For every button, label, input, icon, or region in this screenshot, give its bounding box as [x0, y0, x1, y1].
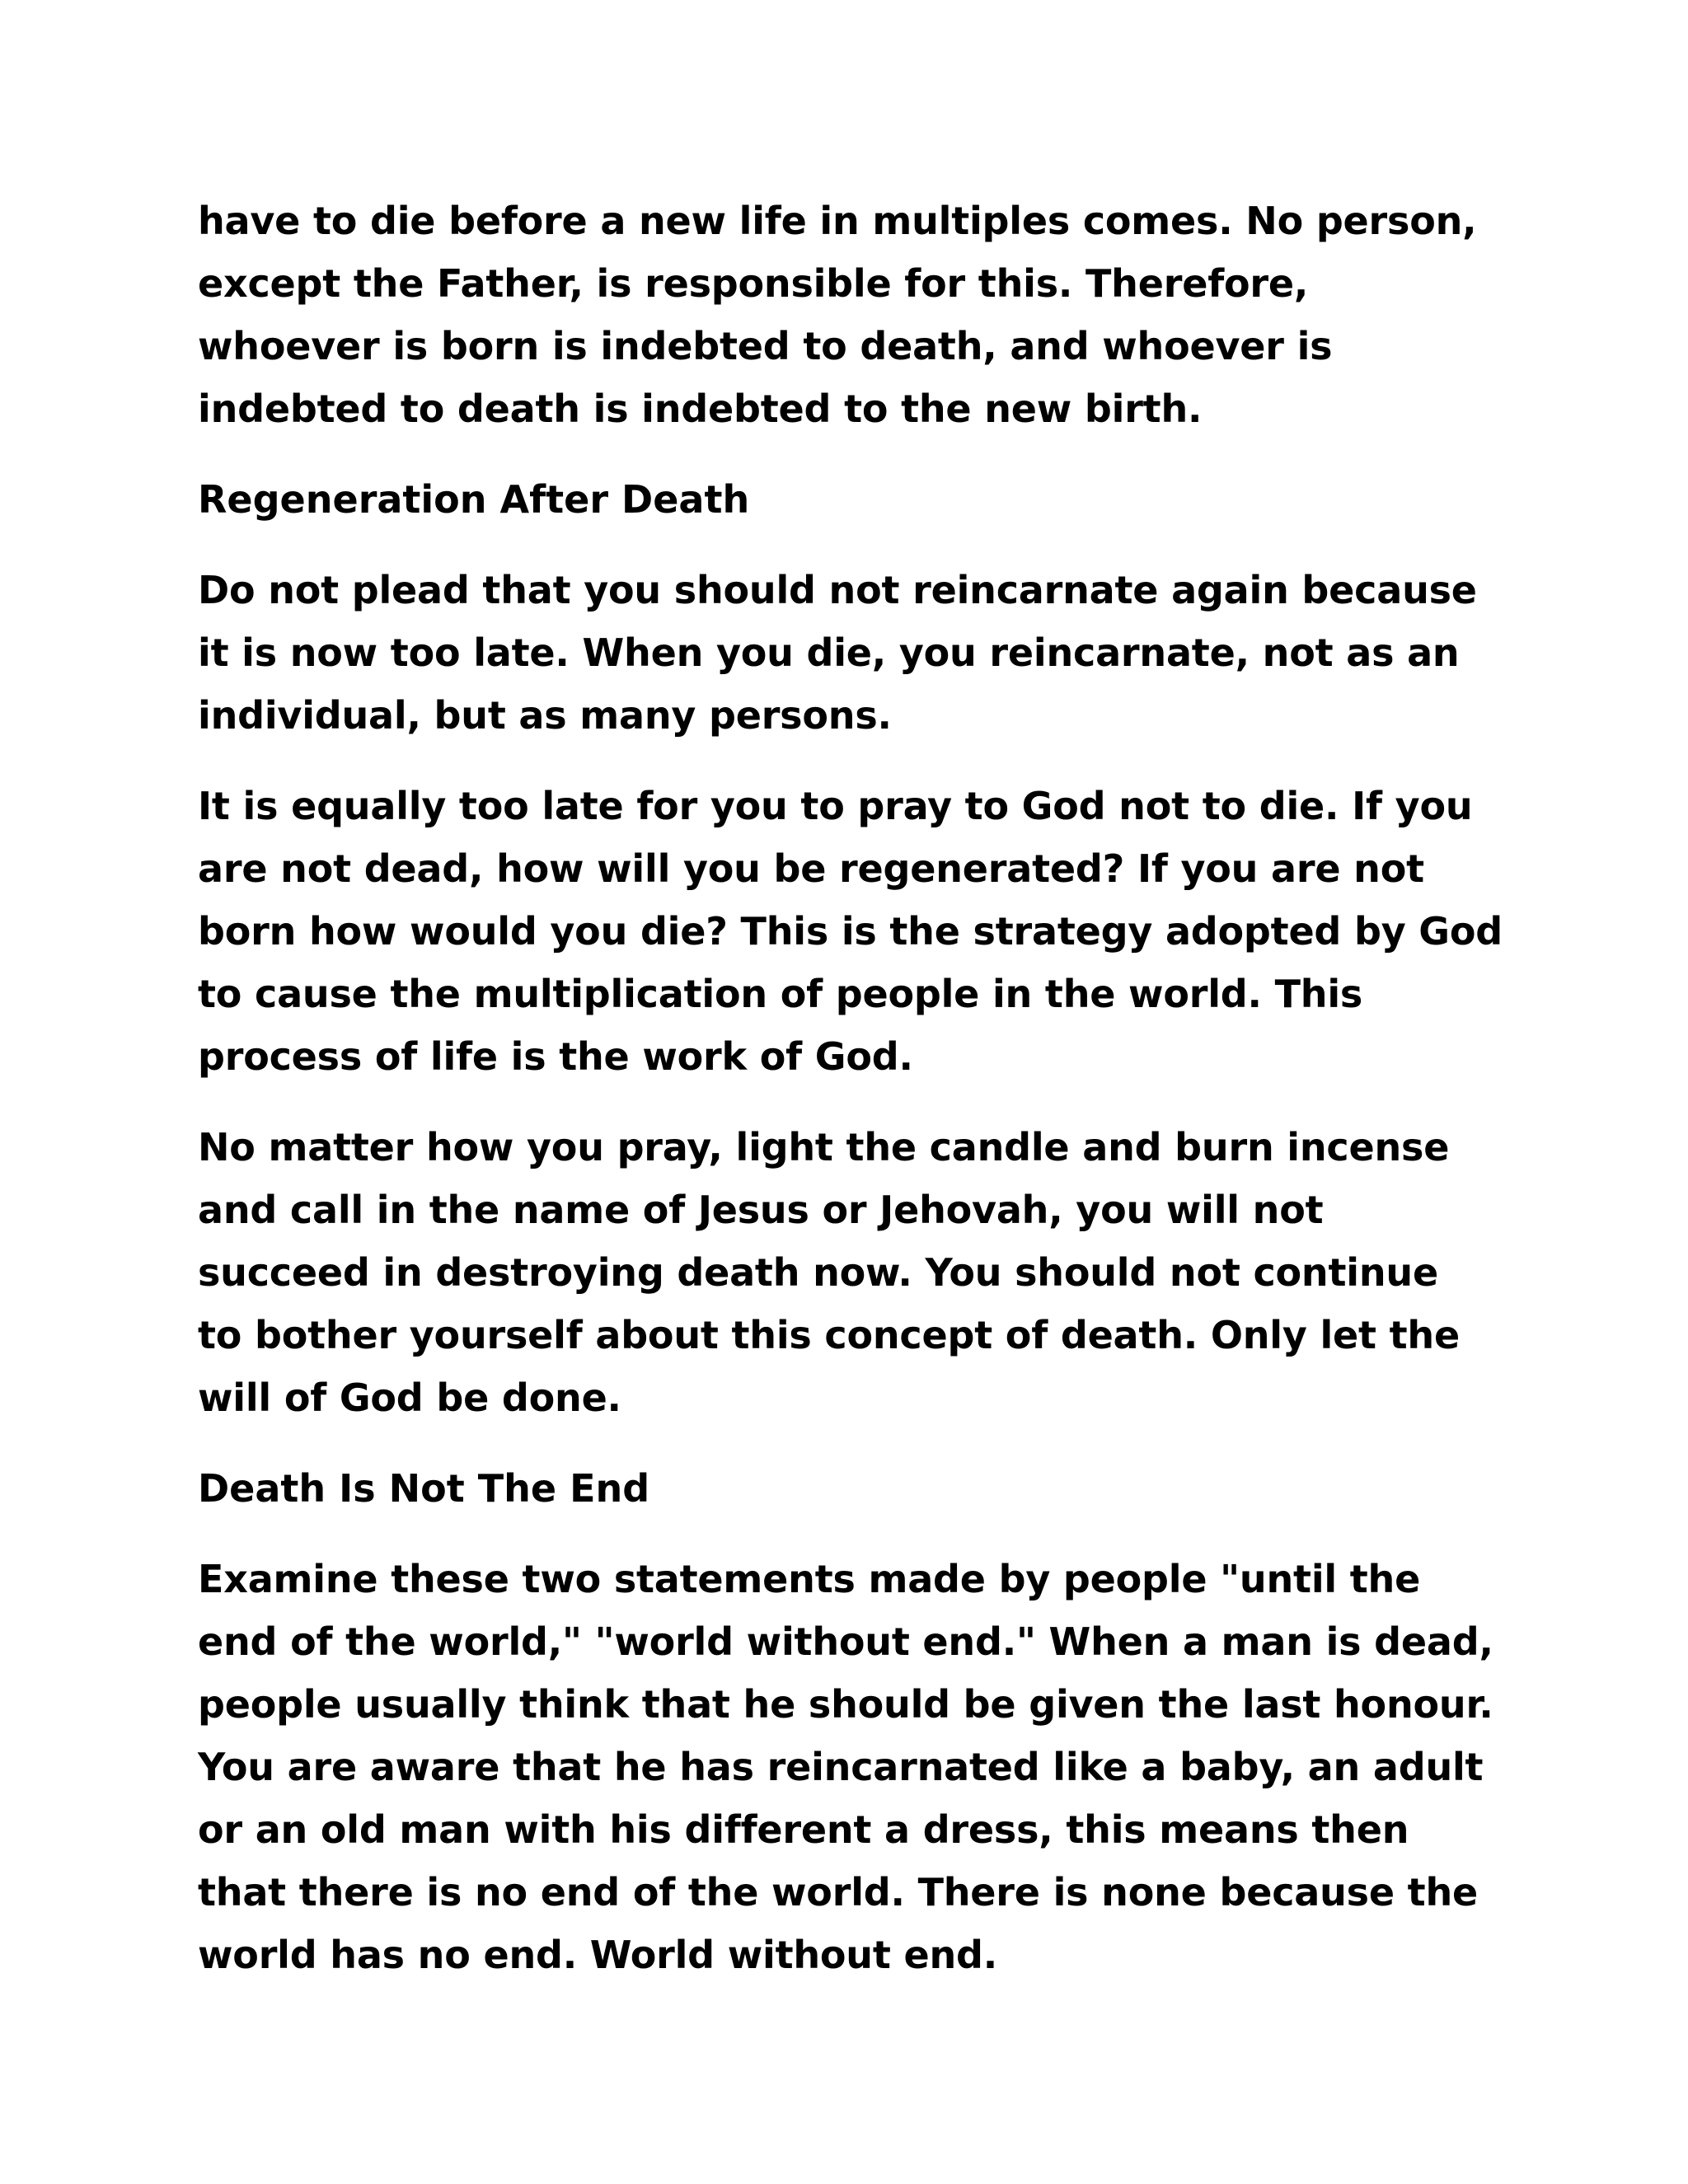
text-line: will of God be done. — [198, 1376, 621, 1420]
text-line: except the Father, is responsible for this. Therefore, — [198, 261, 1309, 306]
document-page — [198, 190, 1508, 2014]
text-line: end of the world," "world without end." When a man is dead, — [198, 1619, 1493, 1664]
text-line: and call in the name of Jesus or Jehovah, you will not — [198, 1188, 1324, 1232]
paragraph-5 — [198, 1548, 1508, 1986]
text-line: indebted to death is indebted to the new birth. — [198, 387, 1203, 431]
text-line: No matter how you pray, light the candle and burn incense — [198, 1125, 1450, 1169]
paragraph-2 — [198, 559, 1508, 747]
text-line: to bother yourself about this concept of death. Only let the — [198, 1313, 1460, 1357]
section-heading-regeneration — [198, 468, 1508, 531]
heading-text: Death Is Not The End — [198, 1466, 650, 1511]
text-line: are not dead, how will you be regenerated? If you are not — [198, 846, 1424, 891]
text-line: You are aware that he has reincarnated like a baby, an adult — [198, 1745, 1484, 1789]
heading-text: Regeneration After Death — [198, 477, 750, 522]
text-line: world has no end. World without end. — [198, 1933, 998, 1977]
paragraph-3 — [198, 775, 1508, 1088]
text-line: whoever is born is indebted to death, and whoever is — [198, 324, 1333, 368]
section-heading-death-not-end — [198, 1457, 1508, 1520]
text-line: to cause the multiplication of people in the world. This — [198, 972, 1363, 1016]
text-line: born how would you die? This is the strategy adopted by God — [198, 909, 1503, 954]
text-line: it is now too late. When you die, you reincarnate, not as an — [198, 630, 1460, 675]
text-line: Examine these two statements made by people "until the — [198, 1557, 1421, 1601]
paragraph-4 — [198, 1116, 1508, 1429]
text-line: that there is no end of the world. There is none because the — [198, 1870, 1478, 1915]
text-line: Do not plead that you should not reincarnate again because — [198, 568, 1477, 612]
text-line: individual, but as many persons. — [198, 693, 892, 738]
text-line: succeed in destroying death now. You should not continue — [198, 1250, 1438, 1295]
text-line: process of life is the work of God. — [198, 1034, 913, 1079]
paragraph-1 — [198, 190, 1508, 440]
text-line: It is equally too late for you to pray to God not to die. If you — [198, 784, 1473, 828]
text-line: or an old man with his different a dress, this means then — [198, 1807, 1409, 1852]
text-line: people usually think that he should be given the last honour. — [198, 1682, 1493, 1727]
text-line: have to die before a new life in multiples comes. No person, — [198, 199, 1477, 243]
